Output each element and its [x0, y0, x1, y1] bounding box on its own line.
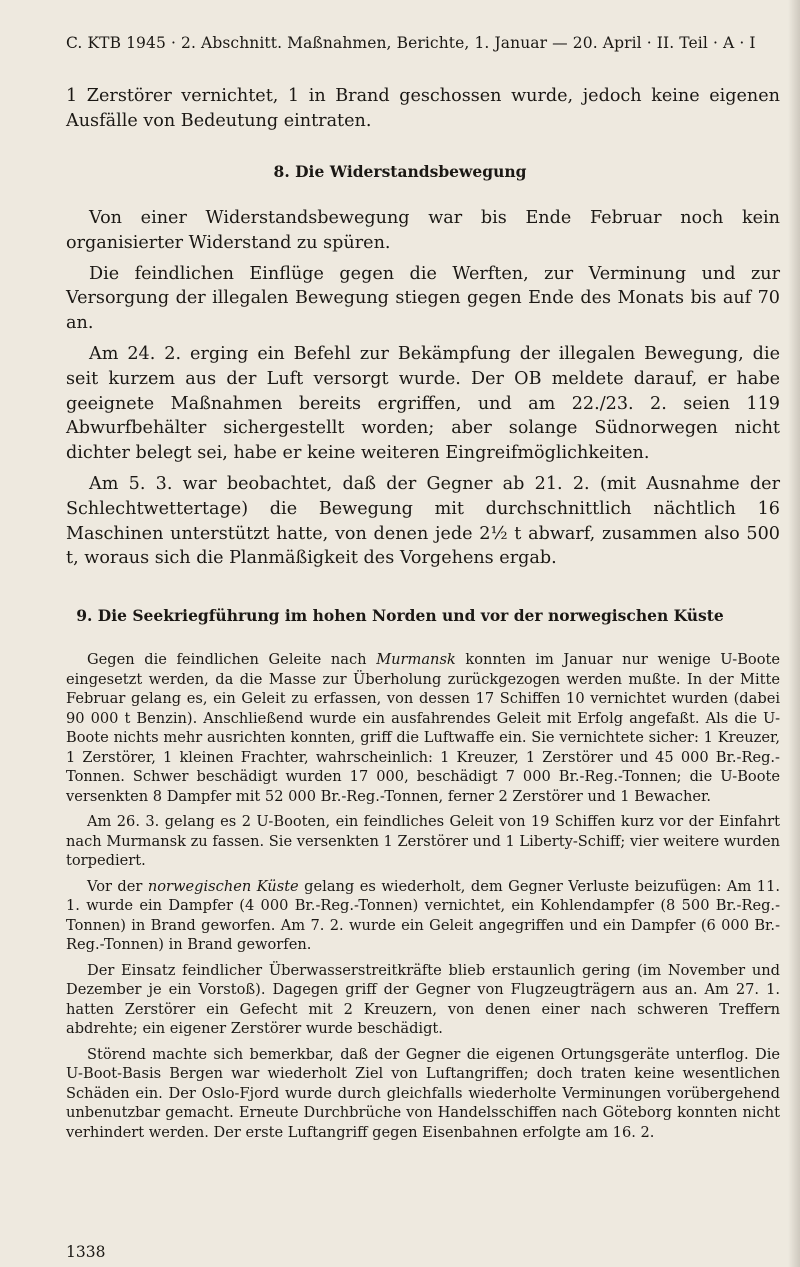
place-norwegian-coast: norwegischen Küste [147, 877, 299, 895]
page-edge-shadow [788, 0, 800, 1267]
place-murmansk: Murmansk [376, 651, 456, 668]
page-number: 1338 [66, 1243, 106, 1261]
section-9-paragraph-1: Gegen die feindlichen Geleite nach Murmansk konnten im Januar nur wenige U-Boote eingesetzt werden, da die Masse zur Überholung zurückgezogen werden mußte. In der Mitte Februar gelang es, ein Geleit zu erfassen, von dessen 17 Schiffen 10 vernichtet wurden (dabei 90 000 t Benzin). Anschließend wurde ein ausfahrendes Geleit mit Erfolg angefaßt. Als die U-Boote nichts mehr ausrichten konnten, griff die Luftwaffe ein. Sie vernichtete sicher: 1 Kreuzer, 1 Zerstörer, 1 kleinen Frachter, wahrscheinlich: 1 Kreuzer, 1 Zerstörer und 45 000 Br.-Reg.-Tonnen. Schwer beschädigt wurden 17 000, beschädigt 7 000 Br.-Reg.-Tonnen; die U-Boote versenkten 8 Dampfer mit 52 000 Br.-Reg.-Tonnen, ferner 2 Zerstörer und 1 Bewacher. [66, 651, 780, 805]
section-9-paragraph-3: Vor der norwegischen Küste gelang es wiederholt, dem Gegner Verluste beizufügen: Am 11. 1. wurde ein Dampfer (4 000 Br.-Reg.-Tonnen) vernichtet, ein Kohlendampfer (8 500 Br.-Reg.-Tonnen) in Brand geworfen. Am 7. 2. wurde ein Geleit angegriffen und ein Dampfer (6 000 Br.-Reg.-Tonnen) in Brand geworfen. [66, 877, 780, 953]
section-9-paragraph-5: Störend machte sich bemerkbar, daß der Gegner die eigenen Ortungsgeräte unterflog. Die U-Boot-Basis Bergen war wiederholt Ziel von Luftangriffen; doch traten keine wesentlichen Schäden ein. Der Oslo-Fjord wurde durch gleichfalls wiederholte Verminungen vorübergehend unbenutzbar gemacht. Erneute Durchbrüche von Handelsschiffen nach Göteborg konnten nicht verhindert werden. Der erste Luftangriff gegen Eisenbahnen erfolgte am 16. 2. [66, 1045, 780, 1141]
section-8-paragraph-4: Am 5. 3. war beobachtet, daß der Gegner ab 21. 2. (mit Ausnahme der Schlechtwettertage) die Bewegung mit durchschnittlich nächtlich 16 Maschinen unterstützt hatte, von denen jede 2½ t abwarf, zusammen also 500 t, woraus sich die Planmäßigkeit des Vorgehens ergab. [66, 473, 780, 569]
section-8-paragraph-3: Am 24. 2. erging ein Befehl zur Bekämpfung der illegalen Bewegung, die seit kurzem aus der Luft versorgt wurde. Der OB meldete darauf, er habe geeignete Maßnahmen bereits ergriffen, und am 22./23. 2. seien 119 Abwurfbehälter sichergestellt worden; aber solange Südnorwegen nicht dichter belegt sei, habe er keine weiteren Eingreifmöglichkeiten. [66, 343, 780, 464]
section-9-paragraph-2: Am 26. 3. gelang es 2 U-Booten, ein feindliches Geleit von 19 Schiffen kurz vor der Einfahrt nach Murmansk zu fassen. Sie versenkten 1 Zerstörer und 1 Liberty-Schiff; vier weitere wurden torpediert. [66, 813, 780, 869]
section-8-paragraph-2: Die feindlichen Einflüge gegen die Werften, zur Verminung und zur Versorgung der illegalen Bewegung stiegen gegen Ende des Monats bis auf 70 an. [66, 263, 780, 334]
running-head: C. KTB 1945 · 2. Abschnitt. Maßnahmen, Berichte, 1. Januar — 20. April · II. Teil · A · I [66, 34, 756, 52]
section-9-heading: 9. Die Seekriegführung im hohen Norden und vor der norwegischen Küste [76, 606, 724, 625]
section-8-paragraph-1: Von einer Widerstandsbewegung war bis Ende Februar noch kein organisierter Widerstand zu spüren. [66, 208, 780, 253]
continuation-paragraph: 1 Zerstörer vernichtet, 1 in Brand geschossen wurde, jedoch keine eigenen Ausfälle von Bedeutung eintraten. [66, 86, 780, 131]
continuation-block [66, 84, 780, 134]
section-9-body [66, 650, 780, 1142]
section-8-heading: 8. Die Widerstandsbewegung [273, 162, 527, 181]
section-8-body [66, 206, 780, 571]
section-9-paragraph-4: Der Einsatz feindlicher Überwasserstreitkräfte blieb erstaunlich gering (im November und Dezember je ein Vorstoß). Dagegen griff der Gegner von Flugzeugträgern aus an. Am 27. 1. hatten Zerstörer ein Gefecht mit 2 Kreuzern, von denen einer nach schweren Treffern abdrehte; ein eigener Zerstörer wurde beschädigt. [66, 961, 780, 1037]
